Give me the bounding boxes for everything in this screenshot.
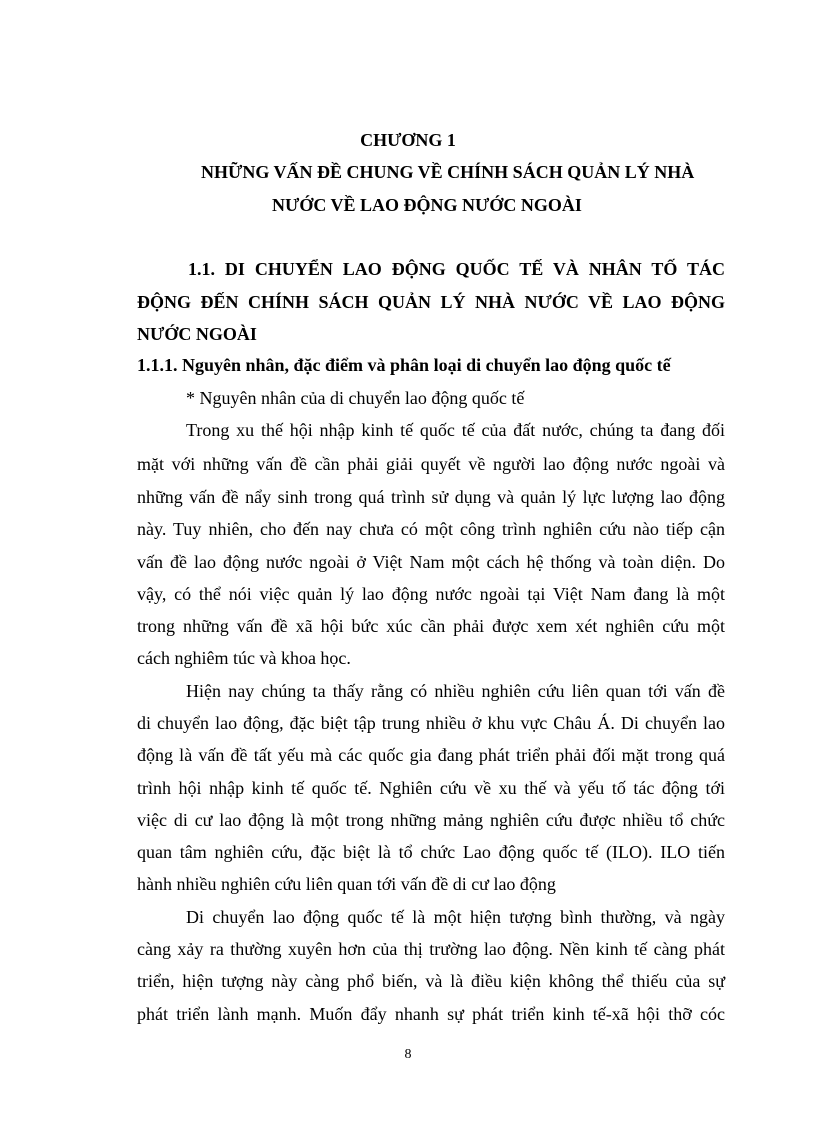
paragraph-3-line: càng xảy ra thường xuyên hơn của thị trường lao động. Nền kinh tế càng phát	[137, 939, 725, 959]
section-heading-line-2: ĐỘNG ĐẾN CHÍNH SÁCH QUẢN LÝ NHÀ NƯỚC VỀ LAO ĐỘNG	[137, 292, 725, 312]
paragraph-2-line: trình hội nhập kinh tế quốc tế. Nghiên cứu về xu thế và yếu tố tác động tới	[137, 778, 725, 798]
section-heading-line-1: 1.1. DI CHUYỂN LAO ĐỘNG QUỐC TẾ VÀ NHÂN TỐ TÁC	[188, 259, 725, 279]
chapter-title-line-1: NHỮNG VẤN ĐỀ CHUNG VỀ CHÍNH SÁCH QUẢN LÝ NHÀ	[201, 162, 695, 182]
paragraph-1-line: mặt với những vấn đề cần phải giải quyết về người lao động nước ngoài và	[137, 454, 725, 474]
paragraph-1-line: này. Tuy nhiên, cho đến nay chưa có một công trình nghiên cứu nào tiếp cận	[137, 519, 725, 539]
paragraph-2-line: hành nhiều nghiên cứu liên quan tới vấn đề di cư lao động	[137, 874, 556, 894]
paragraph-1-line: cách nghiêm túc và khoa học.	[137, 648, 351, 668]
paragraph-3-line: triển, hiện tượng này càng phổ biến, và là điều kiện không thể thiếu của sự	[137, 971, 725, 991]
paragraph-2-line: di chuyển lao động, đặc biệt tập trung nhiều ở khu vực Châu Á. Di chuyển lao	[137, 713, 725, 733]
subsection-title: 1.1.1. Nguyên nhân, đặc điểm và phân loại di chuyển lao động quốc tế	[137, 355, 671, 375]
chapter-title-line-2: NƯỚC VỀ LAO ĐỘNG NƯỚC NGOÀI	[272, 195, 582, 215]
chapter-label: CHƯƠNG 1	[360, 130, 456, 150]
paragraph-2-line: quan tâm nghiên cứu, đặc biệt là tổ chức Lao động quốc tế (ILO). ILO tiến	[137, 842, 725, 862]
bullet-heading: * Nguyên nhân của di chuyển lao động quốc tế	[186, 388, 525, 408]
paragraph-1-line: Trong xu thế hội nhập kinh tế quốc tế của đất nước, chúng ta đang đối	[186, 420, 725, 440]
paragraph-1-line: vấn đề lao động nước ngoài ở Việt Nam một cách hệ thống và toàn diện. Do	[137, 552, 725, 572]
paragraph-3-line: phát triển lành mạnh. Muốn đẩy nhanh sự phát triển kinh tế-xã hội thỡ cóc	[137, 1004, 725, 1024]
page-number: 8	[404, 1047, 412, 1062]
paragraph-2-line: việc di cư lao động là một trong những mảng nghiên cứu được nhiều tổ chức	[137, 810, 725, 830]
paragraph-2-line: động là vấn đề tất yếu mà các quốc gia đang phát triển phải đối mặt trong quá	[137, 745, 725, 765]
paragraph-1-line: vậy, có thể nói việc quản lý lao động nước ngoài tại Việt Nam đang là một	[137, 584, 725, 604]
section-heading-line-3: NƯỚC NGOÀI	[137, 324, 257, 344]
paragraph-1-line: những vấn đề nẩy sinh trong quá trình sử dụng và quản lý lực lượng lao động	[137, 487, 725, 507]
paragraph-2-line: Hiện nay chúng ta thấy rằng có nhiều nghiên cứu liên quan tới vấn đề	[186, 681, 725, 701]
paragraph-1-line: trong những vấn đề xã hội bức xúc cần phải được xem xét nghiên cứu một	[137, 616, 725, 636]
paragraph-3-line: Di chuyển lao động quốc tế là một hiện tượng bình thường, và ngày	[186, 907, 725, 927]
